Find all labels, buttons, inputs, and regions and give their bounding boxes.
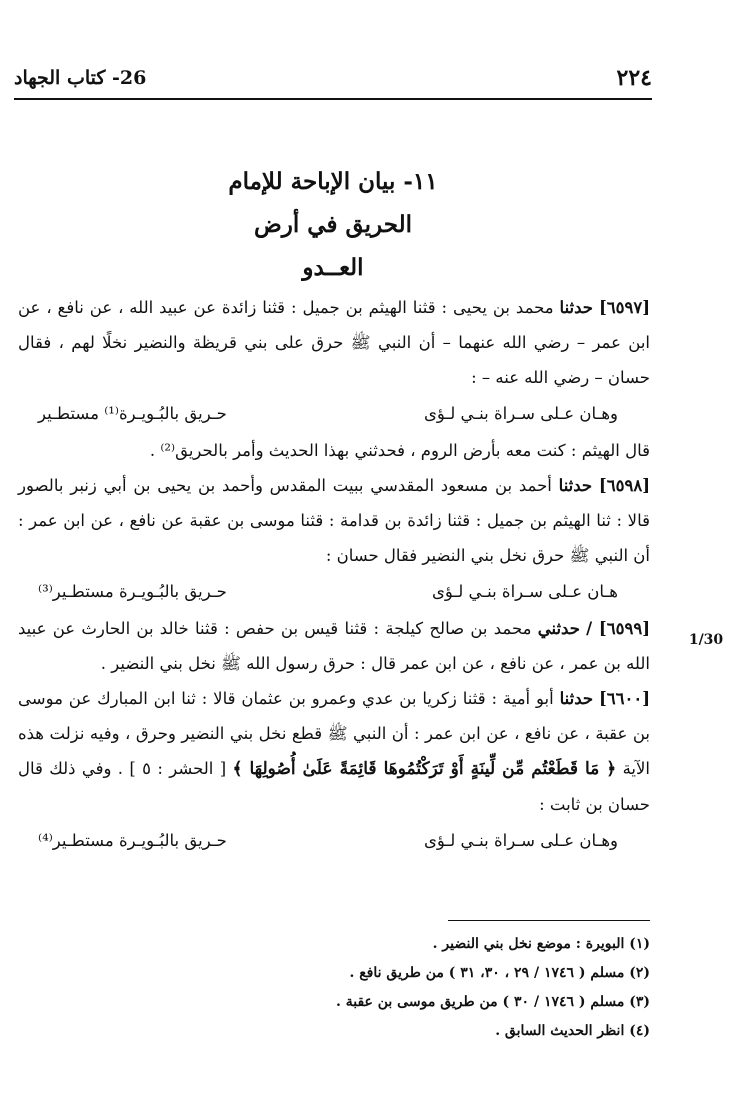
verse-first-half: وهـان عـلى سـراة بنـي لـؤى (424, 831, 618, 850)
page-number: ٢٢٤ (616, 65, 652, 91)
narration-keyword: حدثني (537, 619, 580, 638)
hadith-number: [٦٦٠٠] (598, 689, 651, 708)
hadith-6597 (18, 290, 650, 395)
footnote-4: (٤) انظر الحديث السابق . (495, 1023, 650, 1039)
verse-first-half: وهـان عـلى سـراة بنـي لـؤى (424, 404, 618, 423)
hadith-6599 (18, 611, 650, 681)
hadith-number: [٦٥٩٨] (598, 476, 650, 495)
verse-second-half: حـريق بالبُـويـرة مستطـير⁽⁴⁾ (38, 831, 227, 850)
main-text (18, 290, 650, 860)
margin-folio-note: 1/30 (688, 632, 724, 648)
footnote-2: (٢) مسلم ( ١٧٤٦ / ٢٩ ، ٣٠، ٣١ ) من طريق نافع . (349, 965, 650, 981)
section-heading (14, 160, 652, 289)
poetry-verse (18, 573, 650, 611)
hadith-number: [٦٥٩٧] (598, 298, 651, 317)
hadith-6600 (18, 681, 650, 822)
poetry-verse (18, 822, 650, 860)
page-header (14, 58, 652, 100)
footnote-1: (١) البويرة : موضع نخل بني النضير . (432, 936, 650, 952)
hadith-text-after: [ الحشر : ٥ ] . وفي ذلك قال حسان بن ثابت : (18, 759, 650, 814)
hadith-text: محمد بن صالح كيلجة : قثنا قيس بن حفص : قثنا خالد بن الحارث عن عبيد الله بن عمر ، عن نافع ، عن ابن عمر قال : حرق رسول الله ﷺ نخل بني النضير . (18, 619, 650, 673)
footnote-divider (448, 920, 650, 921)
footnote-3: (٣) مسلم ( ١٧٤٦ / ٣٠ ) من طريق موسى بن عقبة . (335, 994, 650, 1010)
narration-keyword: حدثنا (559, 298, 594, 317)
heading-line-2: الحريق في أرض (253, 211, 412, 238)
hadith-note: قال الهيثم : كنت معه بأرض الروم ، فحدثني بهذا الحديث وأمر بالحريق⁽²⁾ . (149, 441, 650, 460)
poetry-verse (18, 395, 650, 433)
heading-line-3: العــدو (302, 254, 364, 281)
chapter-title: 26- كتاب الجهاد (14, 67, 147, 89)
hadith-text: أبو أمية : قثنا زكريا بن عدي وعمرو بن عثمان قالا : ثنا ابن المبارك عن موسى بن عقبة ، عن نافع ، عن ابن عمر : أن النبي ﷺ قطع نخل بني النضير وحرق ، وفيه نزلت هذه الآية (18, 689, 650, 778)
quran-verse: ﴿ مَا قَطَعْتُم مِّن لِّينَةٍ أَوْ تَرَكْتُمُوهَا قَائِمَةً عَلَىٰ أُصُولِهَا ﴾ (232, 759, 617, 779)
heading-line-1: ١١- بيان الإباحة للإمام (228, 168, 438, 195)
hadith-text: أحمد بن مسعود المقدسي ببيت المقدس وأحمد بن يحيى بن أبي زنبر بالصور قالا : ثنا الهيثم بن جميل : قثنا زائدة بن قدامة : قثنا موسى بن عقبة عن نافع ، عن ابن عمر : أن النبي ﷺ حرق نخل بني النضير فقال حسان : (18, 476, 650, 565)
hadith-6598 (18, 468, 650, 573)
footnotes (18, 930, 650, 1046)
verse-second-half: حـريق بالبُـويـرة مستطـير⁽³⁾ (38, 582, 227, 601)
hadith-number: [٦٥٩٩] / (586, 619, 651, 638)
verse-first-half: هـان عـلى سـراة بنـي لـؤى (431, 582, 618, 601)
verse-second-half: حـريق بالبُـويـرة⁽¹⁾ مستطـير (38, 404, 227, 423)
narration-keyword: حدثنا (559, 689, 594, 708)
narration-keyword: حدثنا (558, 476, 593, 495)
hadith-text: محمد بن يحيى : قثنا الهيثم بن جميل : قثنا زائدة عن عبيد الله ، عن نافع ، عن ابن عمر – رضي الله عنهما – أن النبي ﷺ حرق على بني قريظة والنضير نخلًا لهم ، فقال حسان – رضي الله عنه – : (18, 298, 650, 387)
